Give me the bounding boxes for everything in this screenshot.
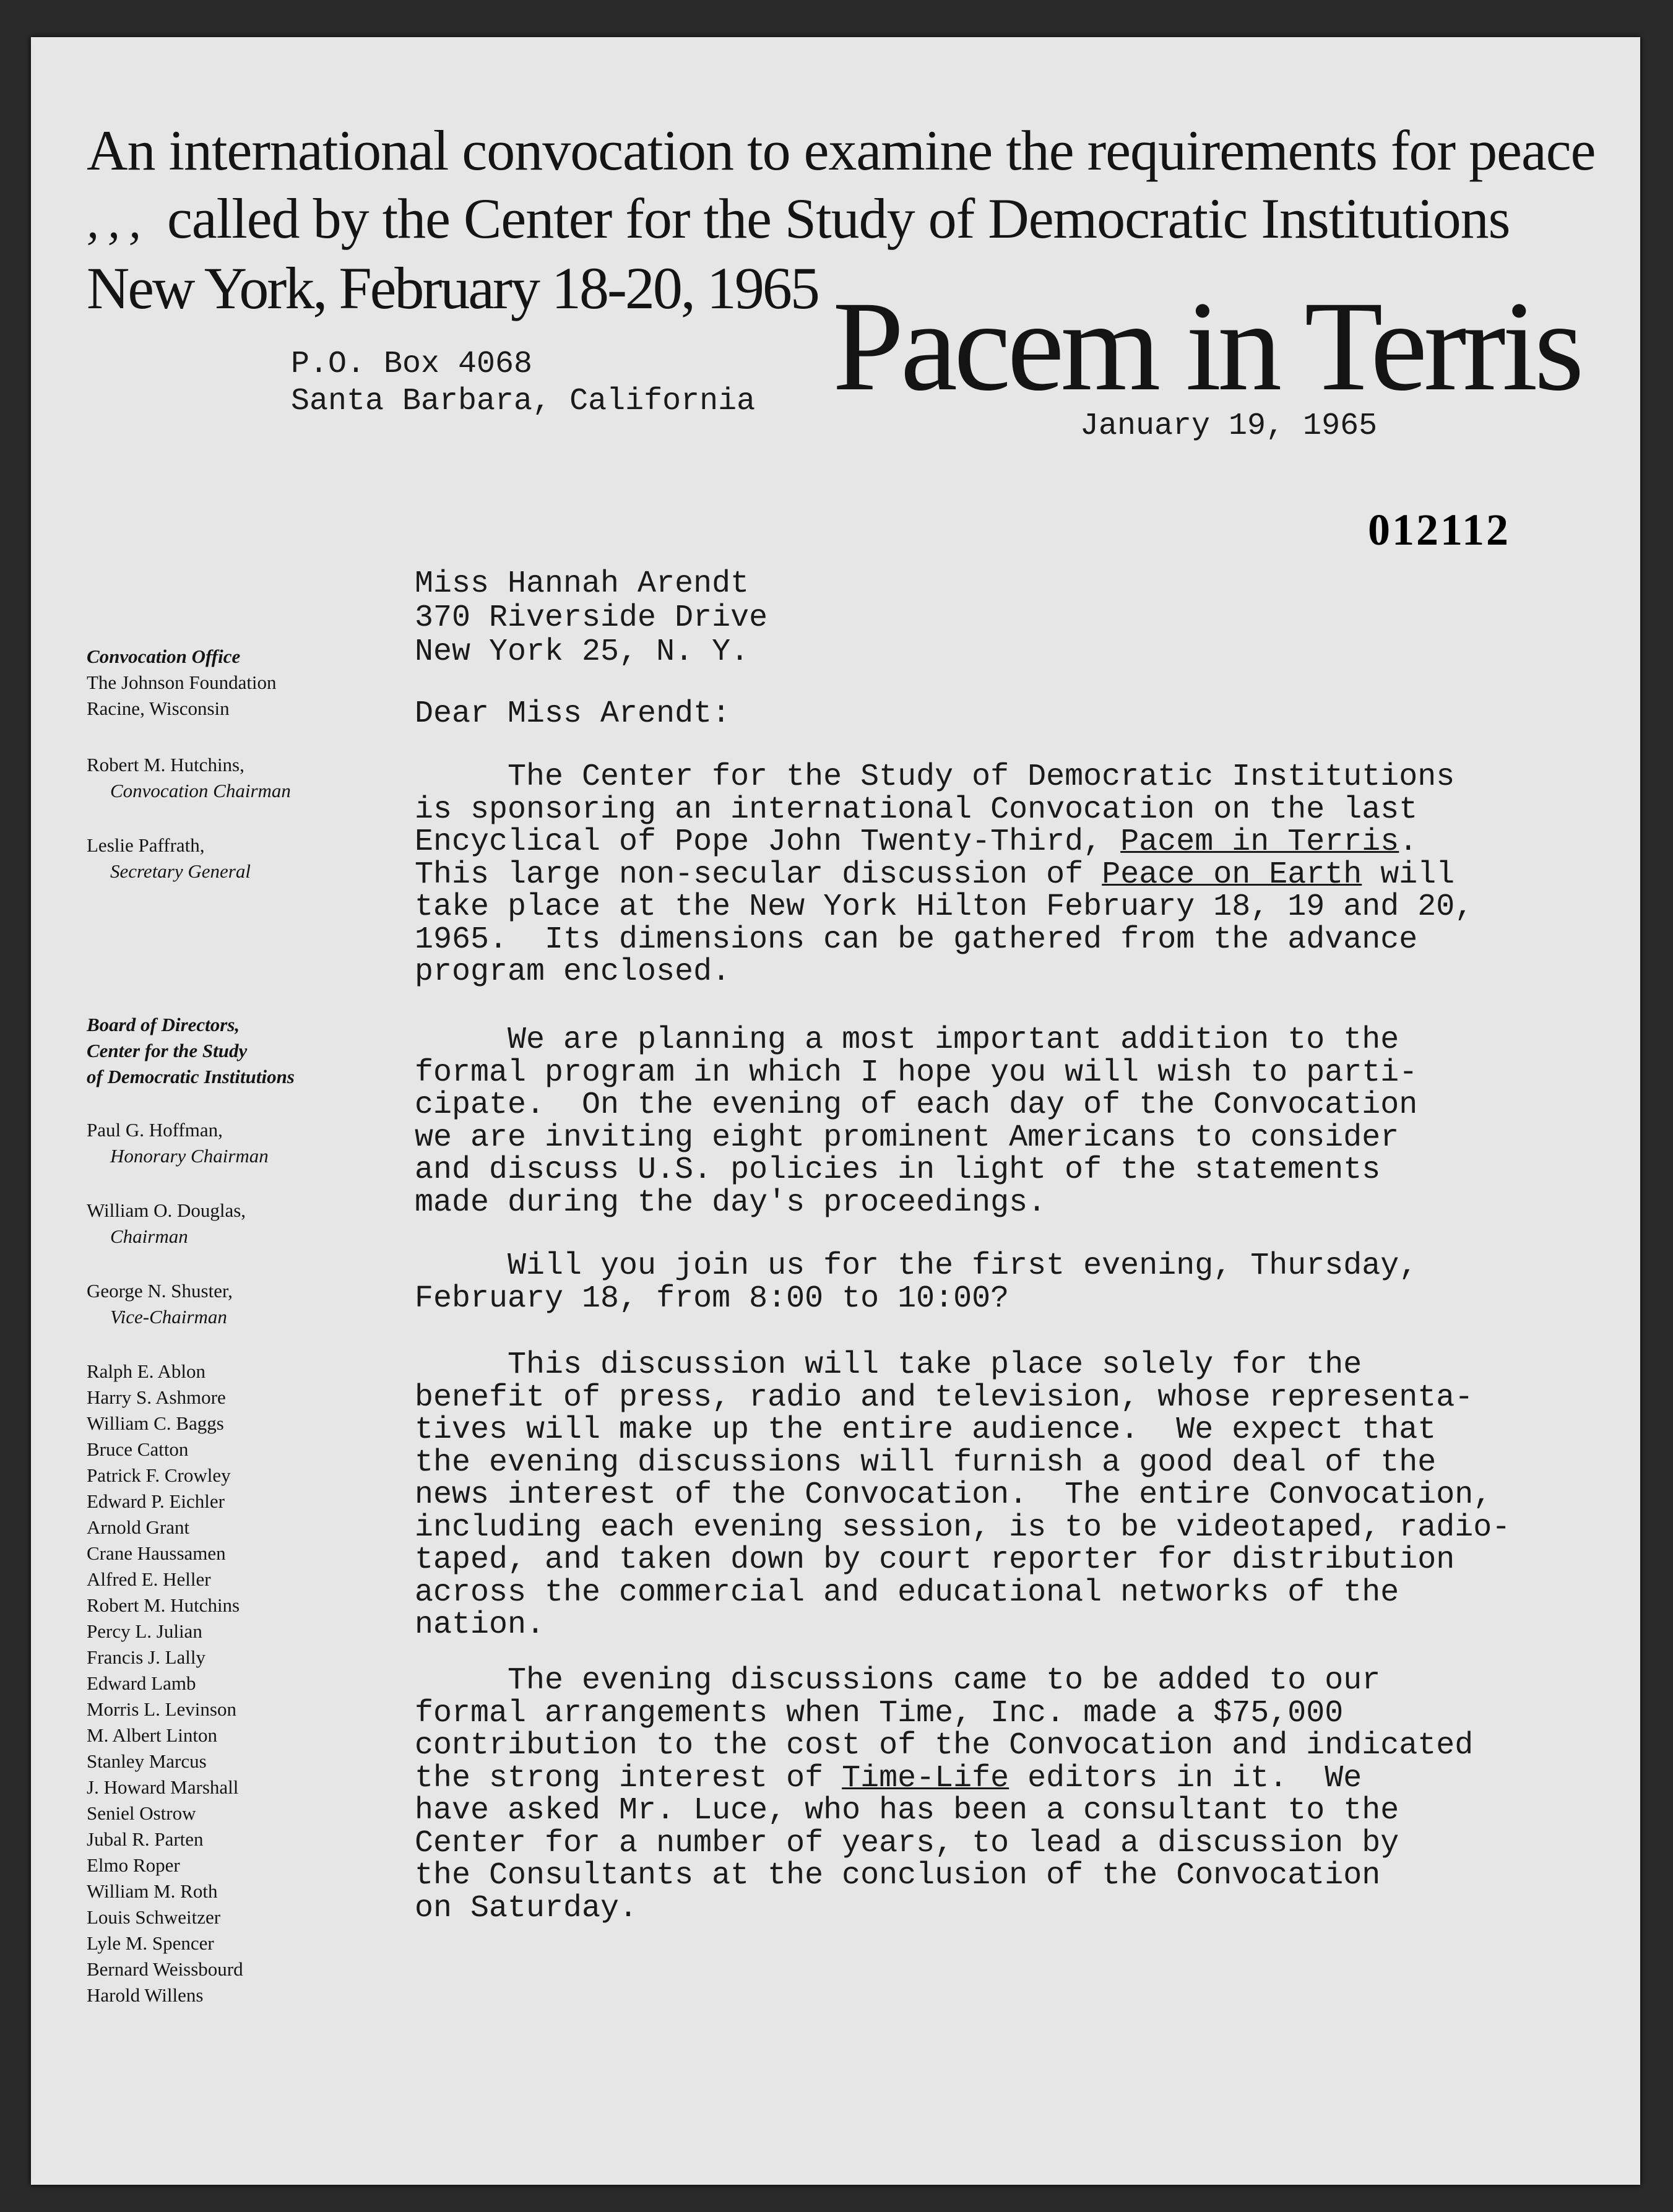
pacem-in-terris-logo: Pacem in Terris	[832, 275, 1581, 417]
director-name: Bernard Weissbourd	[87, 1958, 243, 1980]
letterhead-line-2-text: called by the Center for the Study of Democratic Institutions	[167, 187, 1510, 250]
sidebar-convocation-office: Convocation Office The Johnson Foundation Racine, Wisconsin	[87, 646, 277, 719]
director-name: J. Howard Marshall	[87, 1776, 239, 1798]
letterhead-ticks: ,,,	[87, 194, 150, 249]
letterhead-line-1: An international convocation to examine the requirements for peace	[87, 119, 1596, 182]
recipient-street: 370 Riverside Drive	[415, 600, 768, 636]
body-paragraph-3: Will you join us for the first evening, Thursday, February 18, from 8:00 to 10:00?	[415, 1248, 1418, 1316]
underlined-phrase: Peace on Earth	[1102, 857, 1362, 892]
recipient-city: New York 25, N. Y.	[415, 634, 750, 670]
director-name: Louis Schweitzer	[87, 1906, 221, 1928]
document-number: 012112	[1368, 505, 1511, 555]
director-name: William C. Baggs	[87, 1412, 224, 1434]
director-name: William M. Roth	[87, 1880, 218, 1902]
sidebar-honorary-chairman: Paul G. Hoffman, Honorary Chairman	[87, 1119, 269, 1167]
director-name: Seniel Ostrow	[87, 1802, 196, 1824]
director-name: Lyle M. Spencer	[87, 1932, 214, 1954]
director-name: Alfred E. Heller	[87, 1568, 211, 1590]
sidebar-vice-chairman: George N. Shuster, Vice-Chairman	[87, 1280, 233, 1328]
body-paragraph-2: We are planning a most important addition to the formal program in which I hope you will wish to parti- cipate. On the evening of each day of the Convocation we are inviting eight prominent Americans to consider and discuss U.S. policies in light of the statements made during the day's proceedings.	[415, 1022, 1418, 1220]
director-name: Harold Willens	[87, 1984, 204, 2006]
salutation: Dear Miss Arendt:	[415, 696, 731, 732]
letterhead-line-2	[87, 186, 1510, 251]
underlined-phrase: Time-Life	[842, 1760, 1009, 1796]
director-name: Stanley Marcus	[87, 1750, 207, 1772]
director-name: Arnold Grant	[87, 1516, 190, 1538]
sidebar-directors-list	[87, 1359, 243, 2008]
sidebar-convocation-chairman: Robert M. Hutchins, Convocation Chairman	[87, 754, 291, 801]
body-paragraph-4: This discussion will take place solely for the benefit of press, radio and television, whose representa- tives will make up the entire audience. We expect that the evening discussions will furnish a good deal of the news interest of the Convocation. The entire Convocation, including each evening session, is to be videotaped, radio- taped, and taken down by court reporter for distribution across the commercial and educational networks of the nation.	[415, 1347, 1511, 1643]
sidebar-board-heading: Board of Directors, Center for the Study of Democratic Institutions	[87, 1014, 295, 1087]
director-name: Francis J. Lally	[87, 1646, 205, 1668]
letter-page	[31, 37, 1640, 2185]
body-paragraph-1: The Center for the Study of Democratic Institutions is sponsoring an international Convocation on the last Encyclical of Pope John Twenty-Third, Pacem in Terris. This large non-secular discussion of Peace on Earth will take place at the New York Hilton February 18, 19 and 20, 1965. Its dimensions can be gathered from the advance program enclosed.	[415, 759, 1474, 990]
director-name: Bruce Catton	[87, 1438, 189, 1460]
letterhead-line-3: New York, February 18-20, 1965	[87, 255, 818, 321]
director-name: M. Albert Linton	[87, 1724, 217, 1746]
director-name: Percy L. Julian	[87, 1620, 202, 1642]
director-name: Elmo Roper	[87, 1854, 180, 1876]
return-address-line-1: P.O. Box 4068	[291, 347, 533, 382]
sidebar-board-chairman: William O. Douglas, Chairman	[87, 1199, 246, 1247]
director-name: Jubal R. Parten	[87, 1828, 204, 1850]
director-name: Edward Lamb	[87, 1672, 196, 1694]
underlined-title: Pacem in Terris	[1120, 824, 1399, 860]
sidebar-secretary-general: Leslie Paffrath, Secretary General	[87, 834, 251, 882]
return-address-line-2: Santa Barbara, California	[291, 384, 756, 419]
director-name: Morris L. Levinson	[87, 1698, 236, 1720]
director-name: Robert M. Hutchins	[87, 1594, 240, 1616]
director-name: Edward P. Eichler	[87, 1490, 225, 1512]
director-name: Ralph E. Ablon	[87, 1360, 206, 1382]
recipient-name: Miss Hannah Arendt	[415, 566, 750, 602]
letter-date: January 19, 1965	[1080, 408, 1378, 444]
director-name: Harry S. Ashmore	[87, 1386, 226, 1408]
director-name: Patrick F. Crowley	[87, 1464, 231, 1486]
body-paragraph-5: The evening discussions came to be added to our formal arrangements when Time, Inc. made a $75,000 contribution to the cost of the Convocation and indicated the strong interest of Time-Life editors in it. We have asked Mr. Luce, who has been a consultant to the Center for a number of years, to lead a discussion by the Consultants at the conclusion of the Convocation on Saturday.	[415, 1663, 1474, 1926]
director-name: Crane Haussamen	[87, 1542, 226, 1564]
